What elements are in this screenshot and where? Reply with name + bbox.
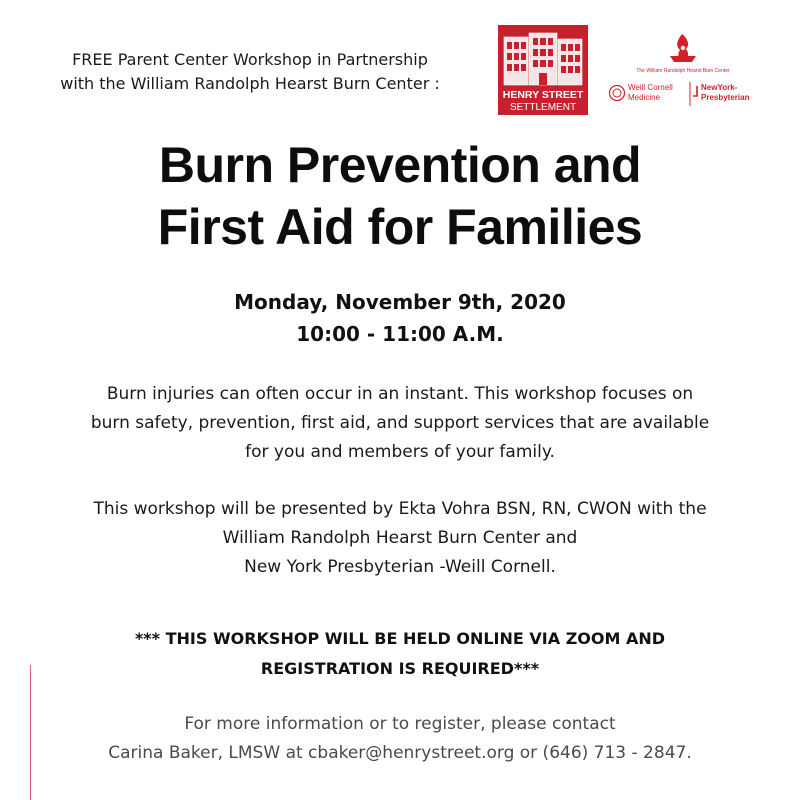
partnership-line-2: with the William Randolph Hearst Burn Center : bbox=[60, 74, 440, 93]
henry-street-logo-line-1: HENRY STREET bbox=[502, 89, 584, 101]
notice-line-2: REGISTRATION IS REQUIRED*** bbox=[260, 659, 540, 678]
partnership-header bbox=[22, 48, 478, 96]
contact-info bbox=[30, 710, 770, 768]
contact-line-1: For more information or to register, please contact bbox=[184, 714, 616, 734]
presenter-line-2: William Randolph Hearst Burn Center and bbox=[222, 528, 578, 548]
nyp-line-2: Presbyterian bbox=[701, 93, 750, 102]
henry-street-building-icon bbox=[498, 25, 588, 115]
burn-center-logo bbox=[606, 28, 776, 110]
event-time: 10:00 - 11:00 A.M. bbox=[296, 322, 504, 346]
presenter-paragraph bbox=[30, 495, 770, 582]
event-date: Monday, November 9th, 2020 bbox=[234, 290, 566, 314]
weill-cornell-line-2: Medicine bbox=[628, 93, 661, 102]
event-title bbox=[0, 134, 800, 258]
description-line-1: Burn injuries can often occur in an instant. This workshop focuses on bbox=[106, 384, 694, 404]
henry-street-settlement-logo bbox=[498, 25, 588, 115]
event-datetime bbox=[0, 286, 800, 350]
nyp-line-1: NewYork- bbox=[701, 83, 738, 92]
burn-center-caption: The William Randolph Hearst Burn Center bbox=[636, 68, 730, 74]
description-paragraph bbox=[30, 380, 770, 467]
weill-cornell-line-1: Weill Cornell bbox=[628, 83, 673, 92]
description-line-3: for you and members of your family. bbox=[245, 442, 555, 462]
burn-center-flame-icon bbox=[606, 28, 776, 110]
henry-street-logo-line-2: SETTLEMENT bbox=[509, 102, 577, 113]
presenter-line-3: New York Presbyterian -Weill Cornell. bbox=[244, 557, 556, 577]
partnership-line-1: FREE Parent Center Workshop in Partnership bbox=[72, 50, 428, 69]
title-line-2: First Aid for Families bbox=[157, 199, 643, 255]
contact-line-2: Carina Baker, LMSW at cbaker@henrystreet.org or (646) 713 - 2847. bbox=[108, 743, 692, 763]
online-notice bbox=[30, 624, 770, 684]
title-line-1: Burn Prevention and bbox=[158, 137, 642, 193]
presenter-line-1: This workshop will be presented by Ekta Vohra BSN, RN, CWON with the bbox=[93, 499, 707, 519]
notice-line-1: *** THIS WORKSHOP WILL BE HELD ONLINE VIA ZOOM AND bbox=[134, 629, 666, 648]
description-line-2: burn safety, prevention, first aid, and support services that are available bbox=[90, 413, 710, 433]
